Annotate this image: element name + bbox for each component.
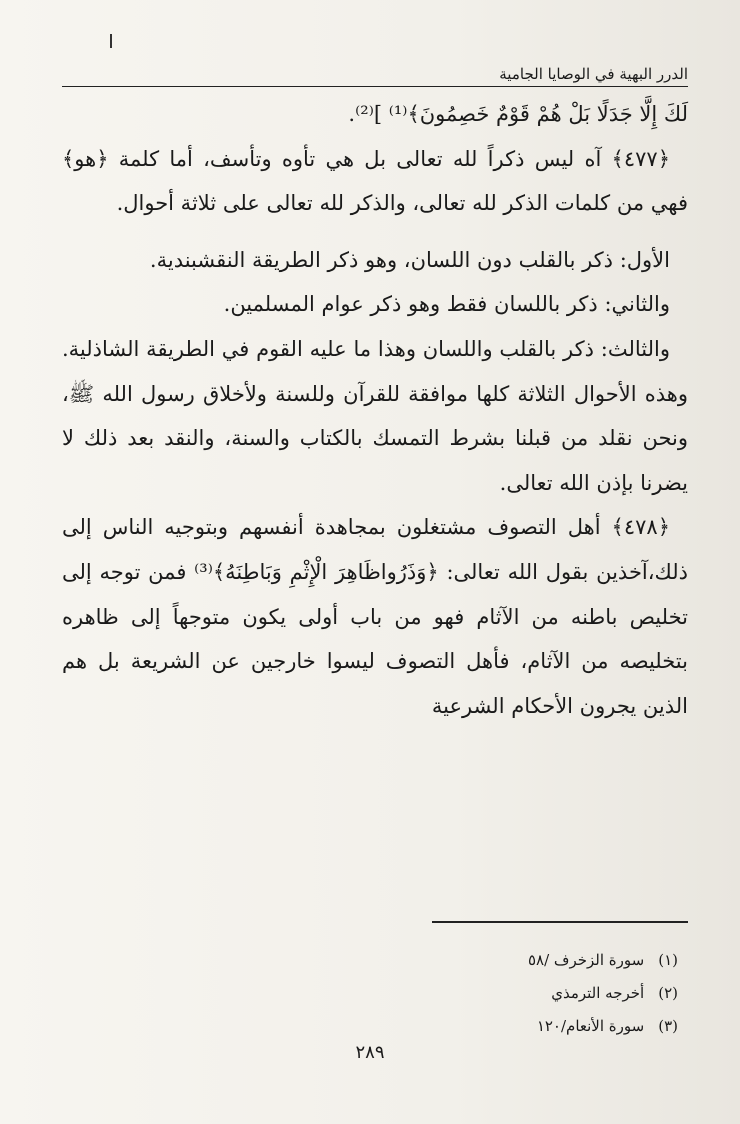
footnote-item — [528, 1010, 678, 1043]
page-number: ٢٨٩ — [355, 1042, 385, 1063]
running-head — [62, 64, 688, 87]
footnote-item — [528, 944, 678, 977]
paragraph-second-state: والثاني: ذكر باللسان فقط وهو ذكر عوام المسلمين. — [223, 292, 670, 317]
footnote-number: (٢) — [658, 984, 678, 1002]
paragraph-first-state: الأول: ذكر بالقلب دون اللسان، وهو ذكر الطريقة النقشبندية. — [149, 247, 670, 272]
footnote-text: سورة الزخرف /٥٨ — [527, 951, 645, 969]
paragraph-478: ﴿٤٧٨﴾ أهل التصوف مشتغلون بمجاهدة أنفسهم وبتوجيه الناس إلى ذلك،آخذين بقول الله تعالى: ﴿وَذَرُواظَاهِرَ الْإِثْمِ وَبَاطِنَهُ﴾⁽³⁾ فمن توجه إلى تخليص باطنه من الآثام فهو من باب أولى يكون متوجهاً إلى ظاهره بتخليصه من الآثام، فأهل التصوف ليسوا خارجين عن الشريعة بل هم الذين يجرون الأحكام الشرعية — [62, 515, 688, 718]
footnote-text: أخرجه الترمذي — [551, 984, 645, 1002]
margin-mark — [110, 34, 112, 48]
paragraph-third-state: والثالث: ذكر بالقلب واللسان وهذا ما عليه القوم في الطريقة الشاذلية. وهذه الأحوال الثلاثة كلها موافقة للقرآن وللسنة ولأخلاق رسول الله ﷺ، ونحن نقلد من قبلنا بشرط التمسك بالكتاب والسنة، والنقد بعد ذلك لا يضرنا بإذن الله تعالى. — [62, 336, 688, 495]
paragraph-verse-end: لَكَ إِلَّا جَدَلًا بَلْ هُمْ قَوْمٌ خَصِمُونَ﴾⁽¹⁾ ]⁽²⁾. — [348, 102, 688, 126]
footnote-text: سورة الأنعام/١٢٠ — [536, 1017, 645, 1035]
running-head-title: الدرر البهية في الوصايا الجامية — [499, 65, 688, 83]
footnote-number: (١) — [658, 951, 678, 969]
footnotes — [528, 944, 678, 1043]
body-text — [62, 92, 688, 728]
footnote-item — [528, 977, 678, 1010]
footnote-number: (٣) — [658, 1017, 678, 1035]
paragraph-477: ﴿٤٧٧﴾ آه ليس ذكراً لله تعالى بل هي تأوه وتأسف، أما كلمة ﴿هو﴾ فهي من كلمات الذكر لله تعالى، والذكر لله تعالى على ثلاثة أحوال. — [62, 146, 688, 216]
footnote-divider — [432, 921, 688, 923]
